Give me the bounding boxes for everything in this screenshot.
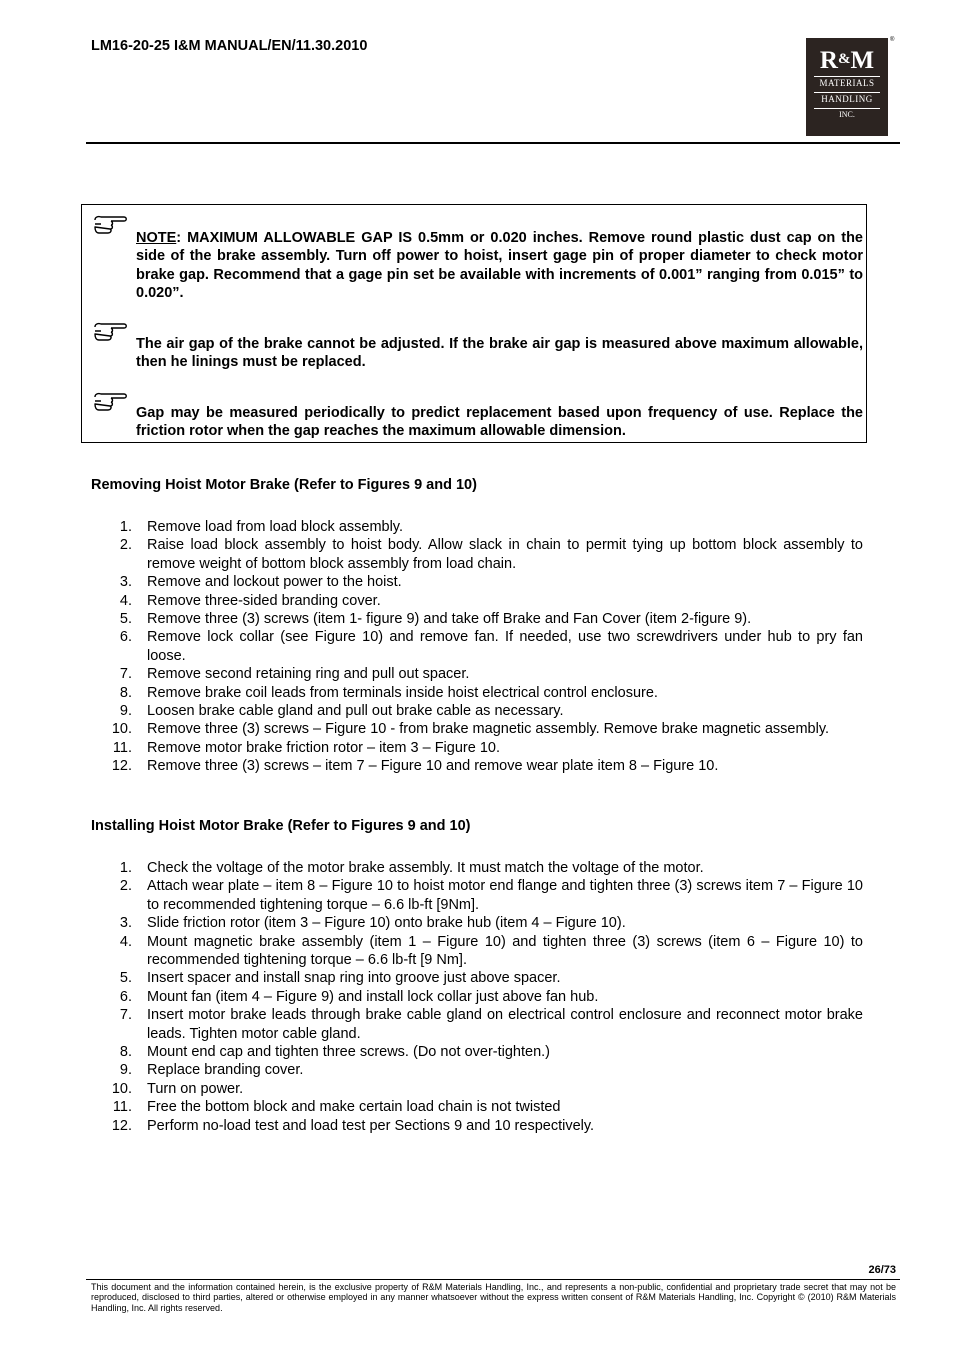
step-text: Attach wear plate – item 8 – Figure 10 to hoist motor end flange and tighten three (3) screws item 7 – Figure 10 to recommended tightening torque – 6.6 lb-ft [9Nm]. — [147, 878, 863, 913]
step-number: 7. — [119, 666, 132, 683]
step-text: Remove three (3) screws – Figure 10 - from brake magnetic assembly. Remove brake magnetic assembly. — [147, 721, 830, 738]
installing-steps-list — [91, 859, 863, 1135]
list-item — [91, 757, 863, 775]
installing-heading: Installing Hoist Motor Brake (Refer to Figures 9 and 10) — [91, 818, 471, 834]
step-number: 8. — [119, 684, 132, 701]
step-number: 3. — [119, 574, 132, 591]
list-item — [91, 610, 863, 628]
pointing-hand-icon — [93, 391, 129, 411]
step-text: Free the bottom block and make certain load chain is not twisted — [147, 1099, 561, 1116]
list-item — [91, 988, 863, 1006]
logo-mark-m: M — [850, 47, 875, 74]
step-number: 5. — [119, 611, 132, 628]
step-number: 10. — [111, 1080, 132, 1097]
list-item — [91, 933, 863, 970]
list-item — [91, 859, 863, 877]
step-text: Remove three (3) screws – item 7 – Figure 10 and remove wear plate item 8 – Figure 10. — [147, 758, 719, 775]
logo-materials: MATERIALS — [819, 78, 875, 88]
logo-handling: HANDLING — [821, 94, 873, 104]
removing-heading: Removing Hoist Motor Brake (Refer to Figures 9 and 10) — [91, 477, 477, 493]
step-number: 4. — [119, 933, 132, 950]
step-text: Raise load block assembly to hoist body. Allow slack in chain to permit tying up bottom block assembly to remove weight of bottom block assembly from load chain. — [147, 537, 863, 572]
list-item — [91, 739, 863, 757]
step-text: Slide friction rotor (item 3 – Figure 10) onto brake hub (item 4 – Figure 10). — [147, 915, 626, 932]
step-number: 8. — [119, 1044, 132, 1061]
list-item — [91, 518, 863, 536]
pointing-hand-icon — [93, 321, 129, 341]
note-text: : MAXIMUM ALLOWABLE GAP IS 0.5mm or 0.020 inches. Remove round plastic dust cap on the side of the brake assembly. Turn off power to hoist, insert gage pin of proper diameter to check motor brake gap. Recommend that a gage pin set be available with increments of 0.001” ranging from 0.015” to 0.020”. — [136, 230, 863, 302]
logo-inc: INC. — [839, 110, 855, 119]
list-item — [91, 684, 863, 702]
step-number: 2. — [119, 537, 132, 554]
list-item — [91, 1080, 863, 1098]
step-text: Remove lock collar (see Figure 10) and remove fan. If needed, use two screwdrivers under hub to pry fan loose. — [147, 629, 863, 664]
step-number: 11. — [112, 1099, 132, 1116]
step-number: 5. — [119, 970, 132, 987]
step-text: Perform no-load test and load test per Sections 9 and 10 respectively. — [147, 1117, 595, 1134]
step-text: Remove load from load block assembly. — [147, 519, 404, 535]
step-text: Remove brake coil leads from terminals inside hoist electrical control enclosure. — [147, 684, 658, 701]
list-item — [91, 720, 863, 738]
step-number: 7. — [119, 1007, 132, 1024]
list-item — [91, 1006, 863, 1043]
step-text: Mount fan (item 4 – Figure 9) and install lock collar just above fan hub. — [147, 988, 599, 1005]
step-text: Remove three (3) screws (item 1- figure 9) and take off Brake and Fan Cover (item 2-figure 9). — [147, 611, 752, 628]
header-divider — [86, 142, 900, 144]
step-number: 1. — [119, 519, 132, 535]
step-text: Remove three-sided branding cover. — [147, 592, 381, 609]
footer-divider — [86, 1279, 900, 1280]
list-item — [91, 592, 863, 610]
step-text: Check the voltage of the motor brake assembly. It must match the voltage of the motor. — [147, 860, 704, 876]
logo-mark-r: R — [819, 47, 838, 74]
company-logo — [806, 38, 888, 136]
logo-mark-amp: & — [837, 51, 851, 67]
step-text: Mount end cap and tighten three screws. (Do not over-tighten.) — [147, 1044, 550, 1061]
list-item — [91, 1098, 863, 1116]
note-air-gap: The air gap of the brake cannot be adjusted. If the brake air gap is measured above maximum allowable, then he linings must be replaced. — [136, 336, 863, 371]
logo-mark — [806, 46, 888, 74]
legal-notice: This document and the information contained herein, is the exclusive property of R&M Materials Handling, Inc., and represents a non-public, confidential and proprietary trade secret that may not be reproduced, disclosed to third parties, altered or otherwise employed in any manner whatsoever without the express written consent of R&M Materials Handling, Inc. Copyright © (2010) R&M Materials Handling, Inc. All rights reserved. — [91, 1282, 896, 1313]
step-text: Insert motor brake leads through brake cable gland on electrical control enclosure and reconnect motor brake leads. Tighten motor cable gland. — [147, 1007, 863, 1042]
list-item — [91, 573, 863, 591]
step-number: 9. — [119, 703, 132, 720]
step-number: 10. — [111, 721, 132, 738]
step-number: 11. — [112, 739, 132, 756]
list-item — [91, 536, 863, 573]
page-number: 26/73 — [868, 1264, 896, 1276]
step-text: Replace branding cover. — [147, 1062, 304, 1079]
note-periodic-measure: Gap may be measured periodically to predict replacement based upon frequency of use. Replace the friction rotor when the gap reaches the maximum allowable dimension. — [136, 405, 863, 440]
step-number: 1. — [119, 860, 132, 876]
step-text: Mount magnetic brake assembly (item 1 – Figure 10) and tighten three (3) screws (item 6 – Figure 10) to recommended tightening torque – 6.6 lb-ft [9 Nm]. — [147, 933, 863, 969]
list-item — [91, 1117, 863, 1135]
step-number: 12. — [111, 1117, 132, 1134]
document-id: LM16-20-25 I&M MANUAL/EN/11.30.2010 — [91, 38, 368, 54]
list-item — [91, 1061, 863, 1079]
list-item — [91, 665, 863, 683]
step-text: Loosen brake cable gland and pull out brake cable as necessary. — [147, 703, 564, 720]
list-item — [91, 877, 863, 914]
list-item — [91, 628, 863, 665]
registered-mark: ® — [890, 37, 895, 43]
step-text: Remove motor brake friction rotor – item 3 – Figure 10. — [147, 739, 500, 756]
step-number: 9. — [119, 1062, 132, 1079]
step-number: 3. — [119, 915, 132, 932]
step-number: 2. — [119, 878, 132, 895]
note-label: NOTE — [136, 230, 177, 246]
step-text: Remove second retaining ring and pull out spacer. — [147, 666, 470, 683]
removing-steps-list — [91, 518, 863, 776]
step-number: 4. — [119, 592, 132, 609]
list-item — [91, 1043, 863, 1061]
list-item — [91, 969, 863, 987]
step-number: 6. — [119, 629, 132, 646]
step-number: 12. — [111, 758, 132, 775]
list-item — [91, 702, 863, 720]
step-number: 6. — [119, 988, 132, 1005]
pointing-hand-icon — [93, 214, 129, 234]
note-max-gap — [136, 229, 863, 303]
step-text: Turn on power. — [147, 1080, 244, 1097]
list-item — [91, 914, 863, 932]
step-text: Insert spacer and install snap ring into groove just above spacer. — [147, 970, 561, 987]
step-text: Remove and lockout power to the hoist. — [147, 574, 402, 591]
